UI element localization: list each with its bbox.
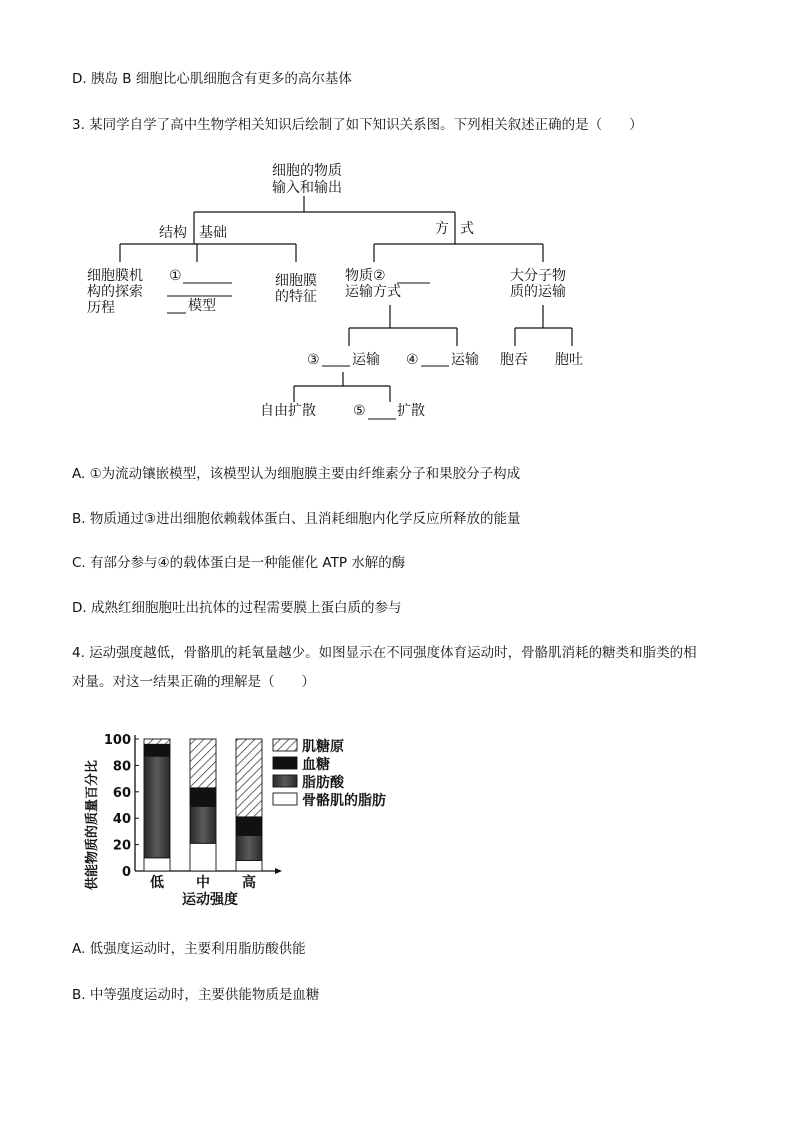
bar-segment [144, 744, 170, 756]
node-membrane-feature-line1: 细胞膜 [275, 273, 317, 289]
legend-swatch [273, 757, 297, 769]
x-tick-label: 中 [196, 875, 210, 891]
x-axis-label: 运动强度 [182, 892, 238, 908]
root-label-line1: 细胞的物质 [272, 163, 342, 179]
bar-segment [144, 756, 170, 858]
root-label-line2: 输入和输出 [272, 180, 342, 196]
legend-label: 脂肪酸 [302, 775, 344, 791]
legend-label: 血糖 [302, 757, 330, 773]
q3-option-b[interactable]: B. 物质通过③进出细胞依赖载体蛋白、且消耗细胞内化学反应所释放的能量 [72, 511, 521, 527]
node-small-molecule-line2: 运输方式 [345, 284, 401, 300]
q2-option-d: D. 胰岛 B 细胞比心肌细胞含有更多的高尔基体 [72, 71, 352, 87]
node-facilitated-suffix: 扩散 [397, 403, 425, 419]
node-active-suffix: 运输 [451, 352, 479, 368]
node-small-molecule-line1: 物质② [345, 268, 386, 284]
q3-option-d[interactable]: D. 成熟红细胞胞吐出抗体的过程需要膜上蛋白质的参与 [72, 600, 402, 616]
x-tick-label: 高 [242, 875, 256, 891]
y-tick-label: 80 [112, 759, 131, 775]
y-tick-label: 60 [112, 785, 131, 801]
y-tick-label: 20 [112, 838, 131, 854]
left-branch-label-b: 基础 [199, 225, 227, 241]
node-model-line1: ① [169, 268, 182, 284]
right-branch-label-b: 式 [460, 221, 474, 237]
knowledge-relationship-diagram [0, 150, 794, 430]
q4-option-b[interactable]: B. 中等强度运动时，主要供能物质是血糖 [72, 987, 320, 1003]
bar-segment [144, 858, 170, 871]
node-endocytosis: 胞吞 [500, 352, 528, 368]
bar-segment [144, 739, 170, 744]
chart-bars [144, 739, 262, 871]
node-model-line2: 模型 [188, 298, 216, 314]
bar-segment [190, 788, 216, 806]
bar-segment [190, 739, 216, 788]
node-passive-suffix: 运输 [352, 352, 380, 368]
bar-segment [190, 843, 216, 871]
y-tick-label: 0 [121, 865, 131, 880]
node-membrane-history-line3: 历程 [87, 300, 115, 316]
node-membrane-feature-line2: 的特征 [275, 289, 317, 305]
q3-option-c[interactable]: C. 有部分参与④的载体蛋白是一种能催化 ATP 水解的酶 [72, 555, 406, 571]
right-branch-label-a: 方 [435, 221, 449, 237]
node-membrane-history-line1: 细胞膜机 [87, 268, 143, 284]
y-tick-label: 40 [112, 812, 131, 828]
y-axis-label: 供能物质的质量百分比 [85, 759, 100, 891]
legend-swatch [273, 739, 297, 751]
node-facilitated-prefix: ⑤ [353, 403, 366, 419]
q3-stem: 3. 某同学自学了高中生物学相关知识后绘制了如下知识关系图。下列相关叙述正确的是（ ） [72, 117, 643, 133]
bar-segment [236, 860, 262, 871]
legend-label: 骨骼肌的脂肪 [302, 793, 386, 809]
legend-swatch [273, 793, 297, 805]
node-macromolecule-line2: 质的运输 [510, 284, 566, 300]
legend-label: 肌糖原 [302, 739, 344, 755]
y-tick-label: 100 [103, 733, 131, 748]
x-axis-arrow [275, 868, 282, 874]
node-membrane-history-line2: 构的探索 [87, 284, 143, 300]
node-passive-prefix: ③ [307, 352, 320, 368]
q4-stem-line1: 4. 运动强度越低，骨骼肌的耗氧量越少。如图显示在不同强度体育运动时，骨骼肌消耗的糖类和脂类的相 [72, 645, 697, 661]
node-free-diffusion: 自由扩散 [260, 403, 316, 419]
legend-swatch [273, 775, 297, 787]
node-exocytosis: 胞吐 [555, 352, 583, 368]
bar-segment [190, 806, 216, 843]
bar-segment [236, 835, 262, 860]
q3-option-a[interactable]: A. ①为流动镶嵌模型，该模型认为细胞膜主要由纤维素分子和果胶分子构成 [72, 466, 521, 482]
bar-segment [236, 817, 262, 835]
left-branch-label-a: 结构 [159, 225, 187, 241]
node-active-prefix: ④ [406, 352, 419, 368]
q4-option-a[interactable]: A. 低强度运动时，主要利用脂肪酸供能 [72, 941, 306, 957]
x-tick-label: 低 [150, 875, 164, 891]
energy-source-chart [70, 720, 410, 915]
chart-legend [273, 738, 386, 809]
q4-stem-line2: 对量。对这一结果正确的理解是（ ） [72, 674, 315, 690]
node-macromolecule-line1: 大分子物 [510, 268, 566, 284]
bar-segment [236, 739, 262, 817]
